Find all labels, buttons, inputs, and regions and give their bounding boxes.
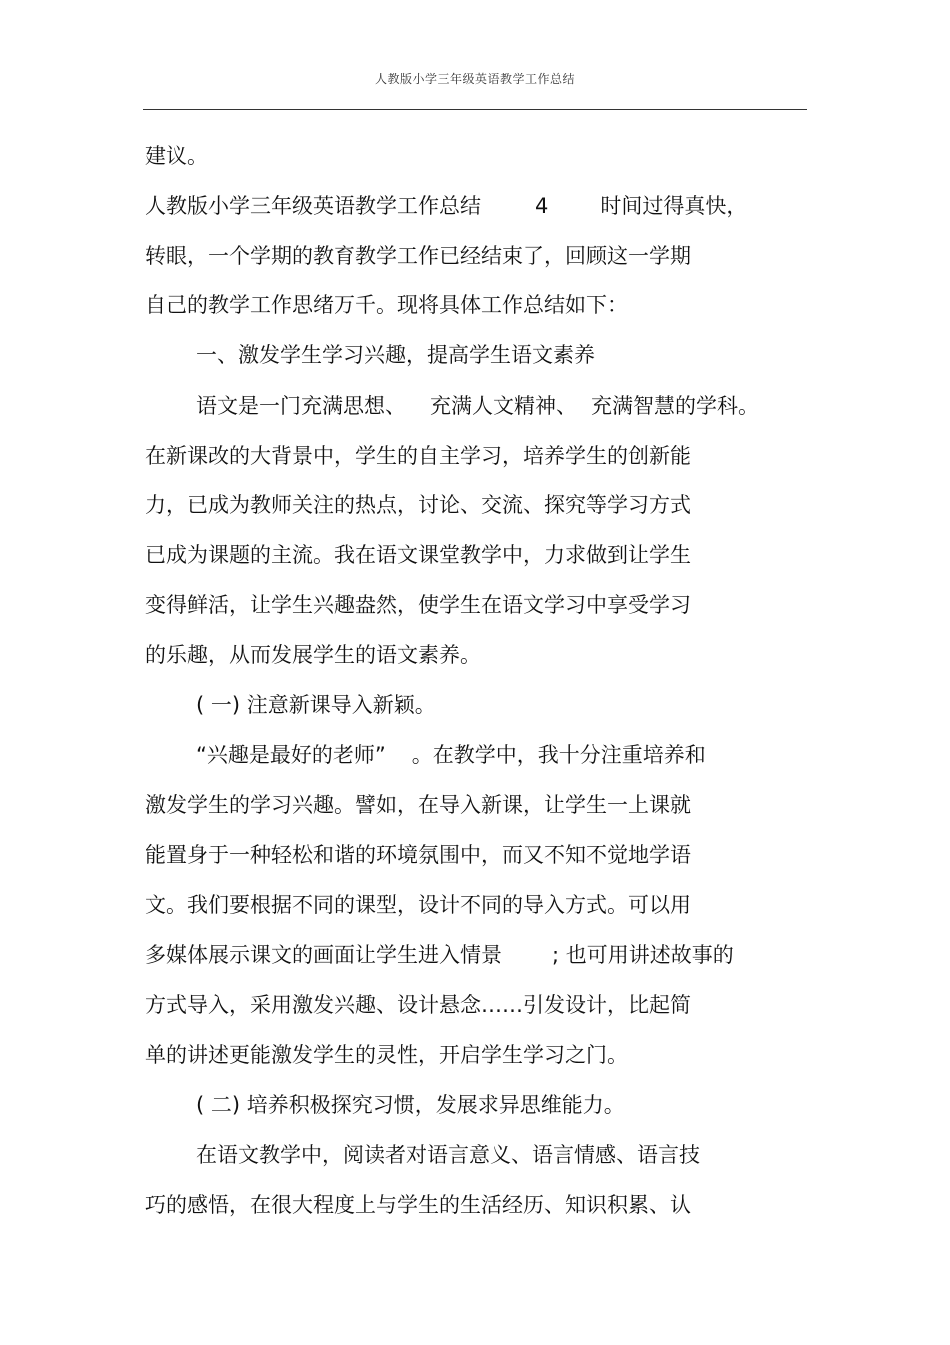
paragraph-line: 自己的教学工作思绪万千。现将具体工作总结如下： bbox=[145, 293, 628, 317]
paragraph-line: 单的讲述更能激发学生的灵性，开启学生学习之门。 bbox=[145, 1043, 628, 1067]
paragraph-line: 文。我们要根据不同的课型，设计不同的导入方式。可以用 bbox=[145, 893, 691, 917]
paragraph-line bbox=[145, 940, 734, 970]
paragraph-text: 充满智慧的学科。 bbox=[591, 394, 759, 418]
paragraph-line: 已成为课题的主流。我在语文课堂教学中，力求做到让学生 bbox=[145, 543, 691, 567]
subheading-line: ( 一) 注意新课导入新颖。 bbox=[196, 693, 436, 717]
subheading-line: ( 二) 培养积极探究习惯，发展求异思维能力。 bbox=[196, 1093, 625, 1117]
paragraph-text: ; 也可用讲述故事的 bbox=[552, 943, 734, 967]
section-number: 4 bbox=[535, 194, 549, 218]
quote-text: “兴趣是最好的老师” bbox=[196, 743, 386, 767]
section-title-text: 人教版小学三年级英语教学工作总结 bbox=[145, 194, 481, 218]
paragraph-text: 多媒体展示课文的画面让学生进入情景 bbox=[145, 943, 502, 967]
section-title-line bbox=[145, 191, 747, 221]
paragraph-line: 变得鲜活，让学生兴趣盎然，使学生在语文学习中享受学习 bbox=[145, 593, 691, 617]
paragraph-line: 在新课改的大背景中，学生的自主学习，培养学生的创新能 bbox=[145, 444, 691, 468]
header-rule bbox=[143, 109, 807, 110]
paragraph-line: 激发学生的学习兴趣。譬如，在导入新课，让学生一上课就 bbox=[145, 793, 691, 817]
paragraph-line: 巧的感悟，在很大程度上与学生的生活经历、知识积累、认 bbox=[145, 1193, 691, 1217]
paragraph-line bbox=[196, 391, 759, 421]
paragraph-line: 方式导入，采用激发兴趣、设计悬念……引发设计，比起简 bbox=[145, 993, 691, 1017]
paragraph-line: 建议。 bbox=[145, 144, 208, 168]
paragraph-line: 转眼，一个学期的教育教学工作已经结束了，回顾这一学期 bbox=[145, 244, 691, 268]
paragraph-text: 语文是一门充满思想、 bbox=[196, 394, 406, 418]
paragraph-line: 能置身于一种轻松和谐的环境氛围中，而又不知不觉地学语 bbox=[145, 843, 691, 867]
paragraph-text: 时间过得真快， bbox=[600, 194, 748, 218]
running-header: 人教版小学三年级英语教学工作总结 bbox=[374, 72, 575, 86]
paragraph-text: 充满人文精神、 bbox=[430, 394, 577, 418]
heading-line: 一、激发学生学习兴趣，提高学生语文素养 bbox=[196, 343, 595, 367]
paragraph-line: 在语文教学中，阅读者对语言意义、语言情感、语言技 bbox=[196, 1143, 700, 1167]
paragraph-line bbox=[196, 740, 706, 770]
paragraph-line: 力，已成为教师关注的热点，讨论、交流、探究等学习方式 bbox=[145, 493, 691, 517]
paragraph-line: 的乐趣，从而发展学生的语文素养。 bbox=[145, 643, 481, 667]
paragraph-text: 。在教学中，我十分注重培养和 bbox=[411, 743, 706, 767]
